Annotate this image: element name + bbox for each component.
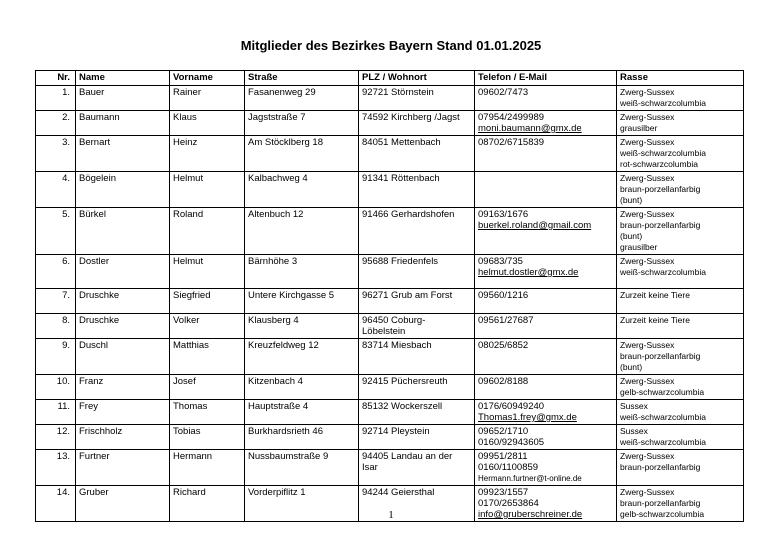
- cell-strasse: Kreuzfeldweg 12: [245, 339, 359, 375]
- cell-contact: [475, 425, 617, 450]
- rasse-line: Sussex: [620, 401, 648, 411]
- column-header-strasse: Straße: [245, 71, 359, 86]
- cell-nr: 13.: [36, 450, 76, 486]
- rasse-line: braun-porzellanfarbig: [620, 220, 701, 230]
- cell-contact: [475, 255, 617, 289]
- table-row: [36, 136, 744, 172]
- phone-number: 07954/2499989: [478, 112, 545, 123]
- table-row: [36, 289, 744, 314]
- column-header-contact: Telefon / E-Mail: [475, 71, 617, 86]
- cell-strasse: Am Stöcklberg 18: [245, 136, 359, 172]
- cell-plz-wohnort: [359, 136, 475, 172]
- table-row: [36, 425, 744, 450]
- cell-rasse: [617, 172, 744, 208]
- cell-plz-wohnort: [359, 172, 475, 208]
- rasse-line: (bunt): [620, 231, 643, 241]
- cell-contact: [475, 314, 617, 339]
- cell-rasse: [617, 450, 744, 486]
- rasse-line: Zwerg-Sussex: [620, 173, 675, 183]
- cell-plz-wohnort: [359, 289, 475, 314]
- table-row: [36, 400, 744, 425]
- cell-contact: [475, 450, 617, 486]
- phone-number: 09561/27687: [478, 315, 534, 326]
- rasse-line: Zwerg-Sussex: [620, 256, 675, 266]
- plz-line: 92721 Störnstein: [362, 87, 434, 98]
- cell-vorname: Tobias: [170, 425, 245, 450]
- plz-line: 83714 Miesbach: [362, 340, 432, 351]
- rasse-line: Zwerg-Sussex: [620, 451, 675, 461]
- cell-strasse: Burkhardsrieth 46: [245, 425, 359, 450]
- cell-rasse: [617, 314, 744, 339]
- cell-name: Bürkel: [76, 208, 170, 255]
- cell-strasse: Hauptstraße 4: [245, 400, 359, 425]
- cell-plz-wohnort: [359, 400, 475, 425]
- cell-strasse: Altenbuch 12: [245, 208, 359, 255]
- cell-nr: 6.: [36, 255, 76, 289]
- cell-plz-wohnort: [359, 450, 475, 486]
- phone-number: 09683/735: [478, 256, 523, 267]
- phone-number: 09951/2811: [478, 451, 528, 462]
- email-link[interactable]: info@gruberschreiner.de: [478, 509, 583, 520]
- cell-strasse: Fasanenweg 29: [245, 86, 359, 111]
- cell-nr: 11.: [36, 400, 76, 425]
- cell-rasse: [617, 255, 744, 289]
- cell-vorname: Richard: [170, 486, 245, 522]
- cell-nr: 14.: [36, 486, 76, 522]
- table-body: [36, 86, 744, 522]
- rasse-line: Zwerg-Sussex: [620, 487, 675, 497]
- email-link[interactable]: moni.baumann@gmx.de: [478, 123, 582, 134]
- table-row: [36, 172, 744, 208]
- rasse-line: weiß-schwarzcolumbia: [620, 412, 706, 422]
- column-header-nr: Nr.: [36, 71, 76, 86]
- plz-line: 94405 Landau an der: [362, 451, 453, 462]
- cell-vorname: Klaus: [170, 111, 245, 136]
- plz-line: 96271 Grub am Forst: [362, 290, 453, 301]
- cell-rasse: [617, 425, 744, 450]
- cell-nr: 12.: [36, 425, 76, 450]
- cell-vorname: Josef: [170, 375, 245, 400]
- column-header-plz: PLZ / Wohnort: [359, 71, 475, 86]
- cell-contact: [475, 172, 617, 208]
- rasse-line: weiß-schwarzcolumbia: [620, 437, 706, 447]
- phone-number: 0170/2653864: [478, 498, 539, 509]
- cell-nr: 5.: [36, 208, 76, 255]
- cell-name: Baumann: [76, 111, 170, 136]
- cell-name: Furtner: [76, 450, 170, 486]
- table-row: [36, 255, 744, 289]
- phone-number: 09560/1216: [478, 290, 529, 301]
- email-link[interactable]: Hermann.furtner@t-online.de: [478, 474, 582, 483]
- cell-rasse: [617, 400, 744, 425]
- column-header-rasse: Rasse: [617, 71, 744, 86]
- rasse-line: Zwerg-Sussex: [620, 209, 675, 219]
- cell-name: Gruber: [76, 486, 170, 522]
- cell-vorname: Roland: [170, 208, 245, 255]
- phone-number: 09602/8188: [478, 376, 529, 387]
- plz-line: 74592 Kirchberg /Jagst: [362, 112, 460, 123]
- cell-name: Bögelein: [76, 172, 170, 208]
- rasse-line: weiß-schwarzcolumbia: [620, 267, 706, 277]
- rasse-line: Zwerg-Sussex: [620, 137, 675, 147]
- cell-name: Druschke: [76, 289, 170, 314]
- cell-vorname: Helmut: [170, 172, 245, 208]
- rasse-line: weiß-schwarzcolumbia: [620, 98, 706, 108]
- table-header-row: [36, 71, 744, 86]
- page-title: Mitglieder des Bezirkes Bayern Stand 01.01.2025: [240, 38, 542, 53]
- rasse-line: (bunt): [620, 362, 643, 372]
- rasse-line: Zwerg-Sussex: [620, 340, 675, 350]
- rasse-line: gelb-schwarzcolumbia: [620, 387, 705, 397]
- rasse-line: braun-porzellanfarbig: [620, 184, 701, 194]
- cell-vorname: Volker: [170, 314, 245, 339]
- email-link[interactable]: buerkel.roland@gmail.com: [478, 220, 592, 231]
- cell-rasse: [617, 339, 744, 375]
- table-row: [36, 111, 744, 136]
- plz-line: 92714 Pleystein: [362, 426, 430, 437]
- cell-vorname: Rainer: [170, 86, 245, 111]
- rasse-line: Zurzeit keine Tiere: [620, 315, 690, 325]
- cell-strasse: Untere Kirchgasse 5: [245, 289, 359, 314]
- rasse-line: Sussex: [620, 426, 648, 436]
- cell-plz-wohnort: [359, 314, 475, 339]
- rasse-line: Zwerg-Sussex: [620, 87, 675, 97]
- cell-strasse: Nussbaumstraße 9: [245, 450, 359, 486]
- table-row: [36, 339, 744, 375]
- cell-plz-wohnort: [359, 339, 475, 375]
- cell-plz-wohnort: [359, 425, 475, 450]
- phone-number: 09602/7473: [478, 87, 529, 98]
- cell-vorname: Heinz: [170, 136, 245, 172]
- cell-rasse: [617, 208, 744, 255]
- cell-contact: [475, 208, 617, 255]
- rasse-line: grausilber: [620, 242, 658, 252]
- table-row: [36, 375, 744, 400]
- phone-number: 08025/6852: [478, 340, 529, 351]
- phone-number: 08702/6715839: [478, 137, 545, 148]
- rasse-line: (bunt): [620, 195, 643, 205]
- cell-plz-wohnort: [359, 111, 475, 136]
- cell-contact: [475, 289, 617, 314]
- email-link[interactable]: Thomas1.frey@gmx.de: [478, 412, 577, 423]
- cell-nr: 8.: [36, 314, 76, 339]
- members-table: [35, 70, 744, 522]
- plz-line: 94244 Geiersthal: [362, 487, 435, 498]
- cell-rasse: [617, 86, 744, 111]
- plz-line: 91341 Röttenbach: [362, 173, 440, 184]
- table-row: [36, 450, 744, 486]
- cell-strasse: Bärnhöhe 3: [245, 255, 359, 289]
- plz-line: 91466 Gerhardshofen: [362, 209, 455, 220]
- rasse-line: Zwerg-Sussex: [620, 112, 675, 122]
- cell-contact: [475, 400, 617, 425]
- cell-name: Franz: [76, 375, 170, 400]
- plz-line: 84051 Mettenbach: [362, 137, 441, 148]
- rasse-line: weiß-schwarzcolumbia: [620, 148, 706, 158]
- cell-rasse: [617, 136, 744, 172]
- cell-plz-wohnort: [359, 86, 475, 111]
- cell-name: Bernart: [76, 136, 170, 172]
- table-row: [36, 314, 744, 339]
- cell-contact: [475, 86, 617, 111]
- plz-line: 85132 Wockerszell: [362, 401, 443, 412]
- cell-contact: [475, 111, 617, 136]
- phone-number: 0160/92943605: [478, 437, 545, 448]
- cell-strasse: Vorderpiflitz 1: [245, 486, 359, 522]
- phone-number: 0160/1100859: [478, 462, 539, 473]
- cell-strasse: Klausberg 4: [245, 314, 359, 339]
- cell-name: Bauer: [76, 86, 170, 111]
- cell-nr: 1.: [36, 86, 76, 111]
- cell-vorname: Siegfried: [170, 289, 245, 314]
- cell-name: Dostler: [76, 255, 170, 289]
- rasse-line: braun-porzellanfarbig: [620, 462, 701, 472]
- column-header-vorname: Vorname: [170, 71, 245, 86]
- cell-name: Frischholz: [76, 425, 170, 450]
- plz-line: 92415 Püchersreuth: [362, 376, 448, 387]
- cell-nr: 9.: [36, 339, 76, 375]
- column-header-name: Name: [76, 71, 170, 86]
- rasse-line: Zwerg-Sussex: [620, 376, 675, 386]
- phone-number: 09923/1557: [478, 487, 529, 498]
- plz-line: Isar: [362, 462, 378, 473]
- cell-rasse: [617, 289, 744, 314]
- cell-rasse: [617, 111, 744, 136]
- rasse-line: grausilber: [620, 123, 658, 133]
- cell-plz-wohnort: [359, 208, 475, 255]
- cell-nr: 2.: [36, 111, 76, 136]
- cell-strasse: Jagststraße 7: [245, 111, 359, 136]
- cell-vorname: Matthias: [170, 339, 245, 375]
- cell-name: Druschke: [76, 314, 170, 339]
- rasse-line: braun-porzellanfarbig: [620, 498, 701, 508]
- phone-number: 09652/1710: [478, 426, 529, 437]
- cell-contact: [475, 136, 617, 172]
- cell-plz-wohnort: [359, 375, 475, 400]
- phone-number: 09163/1676: [478, 209, 529, 220]
- cell-vorname: Thomas: [170, 400, 245, 425]
- cell-strasse: Kalbachweg 4: [245, 172, 359, 208]
- cell-plz-wohnort: [359, 255, 475, 289]
- rasse-line: braun-porzellanfarbig: [620, 351, 701, 361]
- phone-number: 0176/60949240: [478, 401, 545, 412]
- rasse-line: gelb-schwarzcolumbia: [620, 509, 705, 519]
- cell-nr: 3.: [36, 136, 76, 172]
- cell-vorname: Hermann: [170, 450, 245, 486]
- page-number: 1: [388, 509, 394, 521]
- rasse-line: Zurzeit keine Tiere: [620, 290, 690, 300]
- cell-rasse: [617, 375, 744, 400]
- cell-nr: 7.: [36, 289, 76, 314]
- cell-nr: 10.: [36, 375, 76, 400]
- email-link[interactable]: helmut.dostler@gmx.de: [478, 267, 579, 278]
- table-row: [36, 208, 744, 255]
- cell-contact: [475, 339, 617, 375]
- plz-line: 96450 Coburg-: [362, 315, 426, 326]
- rasse-line: rot-schwarzcolumbia: [620, 159, 698, 169]
- cell-name: Frey: [76, 400, 170, 425]
- cell-name: Duschl: [76, 339, 170, 375]
- cell-strasse: Kitzenbach 4: [245, 375, 359, 400]
- cell-nr: 4.: [36, 172, 76, 208]
- table-row: [36, 86, 744, 111]
- cell-vorname: Helmut: [170, 255, 245, 289]
- cell-contact: [475, 375, 617, 400]
- plz-line: 95688 Friedenfels: [362, 256, 439, 267]
- plz-line: Löbelstein: [362, 326, 406, 337]
